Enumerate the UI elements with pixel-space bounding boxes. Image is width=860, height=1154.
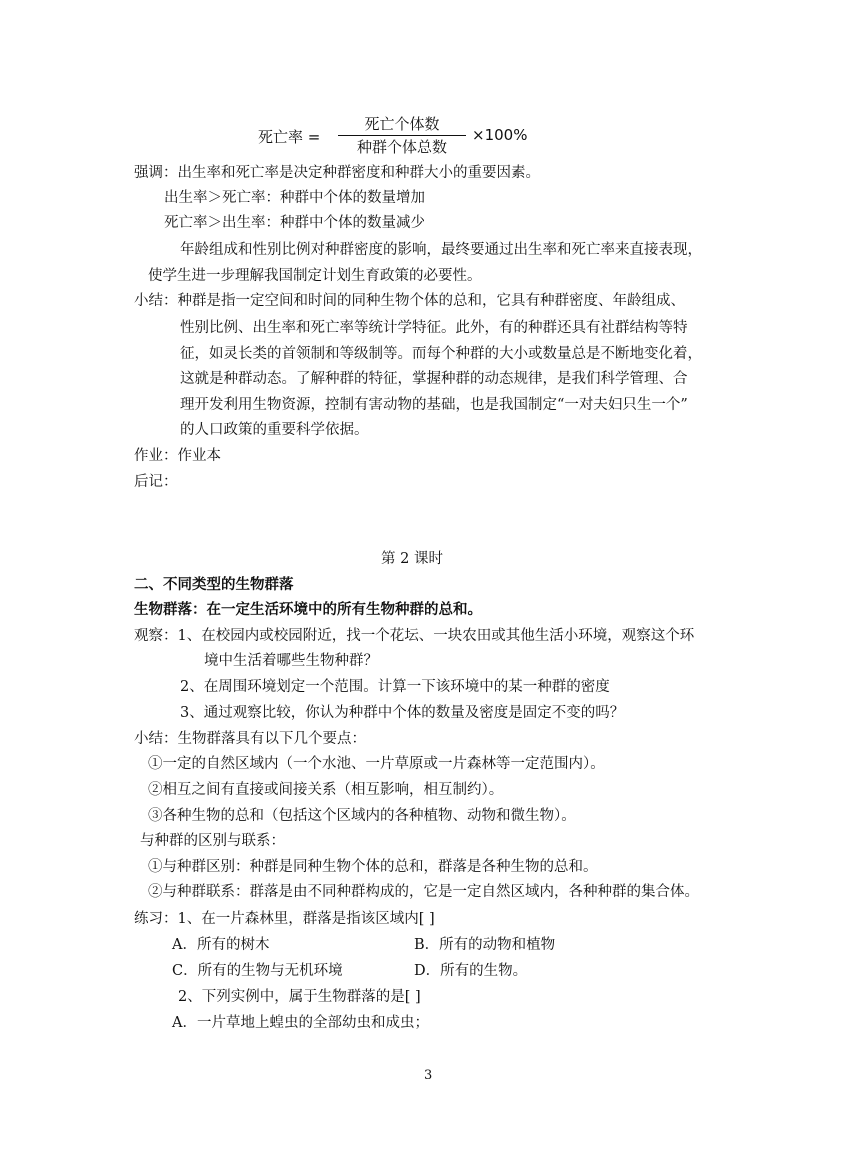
option-d: D．所有的生物。	[414, 963, 528, 979]
observe-line: 3、通过观察比较，你认为种群中个体的数量及密度是固定不变的吗？	[180, 705, 625, 721]
emphasis-line: 强调：出生率和死亡率是决定种群密度和种群大小的重要因素。	[134, 165, 540, 181]
notes-line: 后记：	[134, 474, 178, 490]
formula-tail: ×100%	[472, 126, 528, 144]
compare-line: 与种群的区别与联系：	[140, 833, 285, 849]
formula-numerator: 死亡个体数	[364, 115, 440, 133]
page-number: 3	[424, 1068, 433, 1083]
option-b: B．所有的动物和植物	[414, 937, 556, 953]
point-line: ②相互之间有直接或间接关系（相互影响，相互制约）。	[148, 782, 504, 798]
section-title: 第 2 课时	[381, 551, 443, 567]
option-a: A．所有的树木	[172, 937, 270, 953]
option-c: C．所有的生物与无机环境	[172, 963, 343, 979]
formula-fraction	[338, 114, 466, 157]
observe-line: 2、在周围环境划定一个范围。计算一下该环境中的某一种群的密度	[180, 679, 610, 695]
text-line: 出生率＞死亡率：种群中个体的数量增加	[164, 190, 425, 206]
exercise-question: 2、下列实例中，属于生物群落的是[ ]	[178, 989, 421, 1005]
formula-denominator: 种群个体总数	[356, 138, 447, 156]
fraction-bar	[338, 135, 466, 136]
summary-line: 这就是种群动态。了解种群的特征，掌握种群的动态规律，是我们科学管理、合	[180, 371, 688, 387]
summary-line: 性别比例、出生率和死亡率等统计学特征。此外，有的种群还具有社群结构等特	[180, 320, 688, 336]
summary-line: 的人口政策的重要科学依据。	[180, 422, 369, 438]
summary-line: 小结：种群是指一定空间和时间的同种生物个体的总和，它具有种群密度、年龄组成、	[134, 293, 685, 309]
point-line: ③各种生物的总和（包括这个区域内的各种植物、动物和微生物）。	[148, 808, 576, 824]
point-line: ②与种群联系：群落是由不同种群构成的，它是一定自然区域内，各种种群的集合体。	[148, 884, 699, 900]
text-line: 使学生进一步理解我国制定计划生育政策的必要性。	[148, 268, 482, 284]
point-line: ①一定的自然区域内（一个水池、一片草原或一片森林等一定范围内）。	[148, 756, 605, 772]
observe-line: 境中生活着哪些生物种群？	[204, 653, 378, 669]
formula-lhs: 死亡率 =	[258, 128, 321, 146]
summary-line: 征，如灵长类的首领制和等级制等。而每个种群的大小或数量总是不断地变化着，	[180, 346, 702, 362]
summary-line: 理开发利用生物资源，控制有害动物的基础，也是我国制定“一对夫妇只生一个”	[180, 397, 688, 413]
summary2-line: 小结：生物群落具有以下几个要点：	[134, 731, 366, 747]
exercise-question: 练习：1、在一片森林里，群落是指该区域内[ ]	[134, 911, 435, 927]
heading: 二、不同类型的生物群落	[134, 576, 294, 593]
text-line: 死亡率＞出生率：种群中个体的数量减少	[164, 215, 425, 231]
observe-line: 观察：1、在校园内或校园附近，找一个花坛、一块农田或其他生活小环境，观察这个环	[134, 628, 695, 644]
option-a: A．一片草地上蝗虫的全部幼虫和成虫；	[172, 1015, 429, 1031]
homework-line: 作业：作业本	[134, 448, 221, 464]
definition: 生物群落：在一定生活环境中的所有生物种群的总和。	[134, 601, 482, 618]
text-line: 年龄组成和性别比例对种群密度的影响，最终要通过出生率和死亡率来直接表现，	[180, 242, 702, 258]
point-line: ①与种群区别：种群是同种生物个体的总和，群落是各种生物的总和。	[148, 859, 598, 875]
